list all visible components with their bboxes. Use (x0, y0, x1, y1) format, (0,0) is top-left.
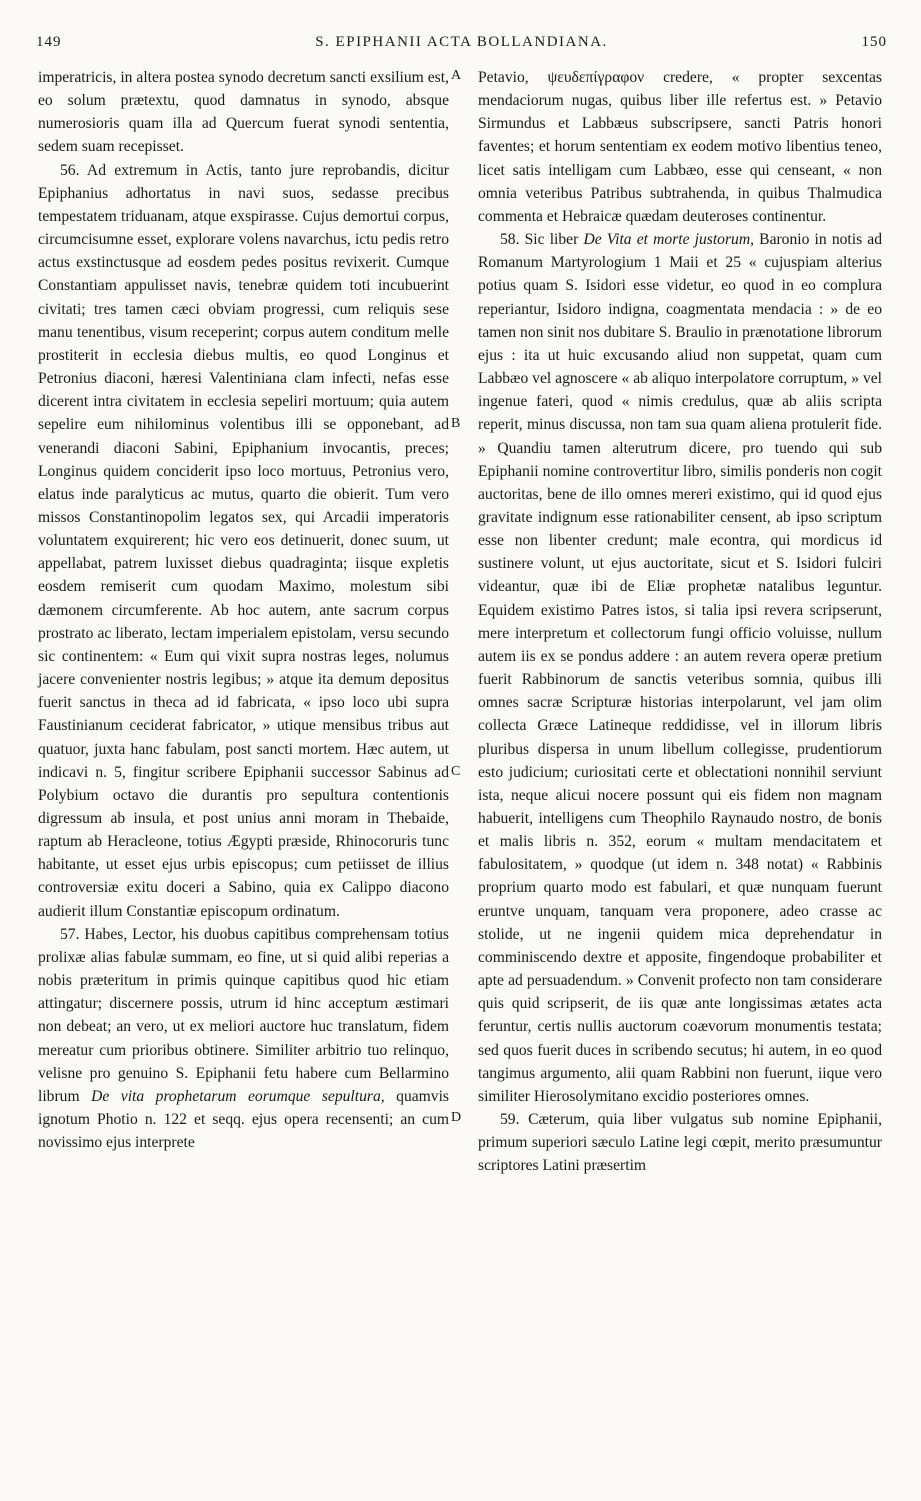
paragraph-59: 59. Cæterum, quia liber vulgatus sub nomine Epiphanii, primum superiori sæculo Latine legi cœpit, merito præsumuntur scriptores Latini præsertim (478, 1111, 882, 1175)
paragraph-58 (478, 228, 882, 1108)
page-number-right: 150 (861, 34, 887, 50)
running-title: S. EPIPHANII ACTA BOLLANDIANA. (315, 34, 608, 50)
page-header (36, 34, 887, 58)
paragraph-56: 56. Ad extremum in Actis, tanto jure reprobandis, dicitur Epiphanius adhortatus in navi suos, sedasse precibus tempestatem triduanam, atque exspirasse. Cujus demortui corpus, circumcisumne esset, explorare volens navarchus, ictu pedis retro actus exstinctusque ad eosdem pedes positus revixerit. Cumque Constantiam appulisset navis, tenebræ quidem toti incubuerint civitati; tres tamen cæci obviam progressi, cum reliquis sese manu tenentibus, visum receperint; corpus autem conditum melle prostiterit in ecclesia diebus multis, eo quod Longinus et Petronius diaconi, hæresi Valentiniana clam infecti, nefas esse dicerent intra civitatem in ecclesia sepeliri mortuum; quia autem sepelire eum nihilominus volentibus illi se opponebant, ad venerandi diaconi Sabini, Epiphanium invocantis, preces; Longinus quidem conciderit ipso loco mortuus, Petronius vero, elatus inde paralyticus ac mutus, quarto die obierit. Tum vero missos Constantinopolim legatos sex, qui Arcadii imperatoris voluntatem exquirerent; hic vero eos detinuerit, donec suum, ut appellabat, patrem luxisset diebus quadraginta; iisque expletis eosdem remiserit cum quodam Maximo, molestum sibi dæmonem circumferente. Ab hoc autem, ante sacrum corpus prostrato ac liberato, lectam imperialem epistolam, versu secundo sic continentem: « Eum qui vixit supra nostras leges, nolumus jacere convenienter nostris legibus; » atque ita demum depositus fuerit sanctus in theca ad id fabricata, « ipso loco ubi supra Faustinianum ceciderat fabricator, » utique mensibus tribus aut quatuor, juxta hanc fabulam, post sancti mortem. Hæc autem, ut indicavi n. 5, fingitur scribere Epiphanii successor Sabinus ad Polybium octavo die durantis pro sepultura contentionis digressum ab insula, et post unius anni moram in Thebaide, raptum ab Heracleone, totius Ægypti præside, Rhinocoruris tunc habitante, ut esset ejus urbis episcopus; cum petiisset de illius controversiæ exitu doceri a Sabino, quia ex Calippo diacono audierit illum Constantiæ episcopum ordinatum. (38, 161, 449, 920)
margin-letter-a: A (451, 68, 462, 83)
paragraph-58-text-b: Baronio in notis ad Romanum Martyrologium 1 Maii et 25 « cujuspiam alterius potius quam S. Isidori esse videtur, eo quod in eo complura reperiantur, Isidoro indigna, coagmentata mendacia : » de eo tamen non sinit nos dubitare S. Braulio in prænotatione librorum ejus : ita ut huic excusando aliud non suppetat, quam cum Labbæo vel agnoscere « ab aliquo interpolatore corruptum, » vel ingenue fateri, quod « nimis credulus, quæ ab aliis scripta reperit, minus discussa, non tam sua quam aliena protulerit fide. » Quandiu tamen alterutrum dicere, pro tuendo qui sub Epiphanii nomine controvertitur libro, similis ponderis non cogit auctoritas, bene de illo omnes mereri existimo, qui id quod ejus gravitate indignum esse rationabiliter censent, ab ipso scriptum esse non libenter credunt; male econtra, qui mordicus id sustinere volunt, ut ejus auctoritate, sicut et S. Isidori fulciri videantur, quæ ibi de Eliæ prophetæ natalibus leguntur. Equidem existimo Patres istos, si talia ipsi revera scripserunt, mere interpretum et collectorum fungi officio voluisse, nullum autem iis ex se pondus addere : an autem revera operæ pretium fuerit Rabbinorum de sanctis veteribus somnia, quibus illi omnes sacræ Scripturæ historias interpolarunt, vel jam olim collecta Græce Latineque reddidisse, vel in illorum libris pluribus dispersa in unum libellum collegisse, prudentiorum esto judicium; curiositati certe et oblectationi nonnihil serviunt ista, neque alicui nocere possunt qui eis fidem non magnam habuerit, intelligens cum Theophilo Raynaudo nostro, de bonis et malis libris n. 352, eorum « multam mendacitatem et fabulositatem, » quodque (ut idem n. 348 notat) « Rabbinis proprium quarto modo est fabulari, et quæ nunquam fuerunt eruntve unquam, tanquam vera proponere, adeo crasse ac stolide, ut ne ingenii quidem mica deprehendatur in comminiscendo dextre et apposite, fingendoque probabiliter et apte ad persuadendum. » Convenit profecto non tam considerare quis quid scripserit, de iis quæ ante longissimas ætates acta feruntur, certis nullis auctorum coævorum monumentis testata; sed quos fuerit duces in scribendo secutus; hi autem, in eo quod tangimus argumento, alii quam Rabbini non fuerunt, iique vero similiter Hierosolymitano excidio posteriores omnes. (478, 231, 883, 1105)
paragraph-continuation: imperatricis, in altera postea synodo decretum sancti exsilium est, eo solum prætextu, quod damnatus in synodo, absque numerosioris quam illa ad Quercum fuerat synodi sententia, sedem suam recepisset. (38, 69, 449, 156)
margin-letter-b: B (451, 416, 461, 431)
paragraph-57-text-a: 57. Habes, Lector, his duobus capitibus comprehensam totius prolixæ alias fabulæ summam, eo fine, ut si quid alibi reperias a nobis præteritum in primis quinque capitibus quod hic etiam attingatur; discernere possis, utrum id hinc acceptum æstimari non debeat; an vero, ut ex meliori auctore huc translatum, fidem mereatur cum prioribus obtinere. Similiter arbitrio tuo relinquo, velisne pro genuino S. Epiphanii fetu habere cum Bellarmino librum (38, 925, 449, 1105)
paragraph-57-text-b: quamvis ignotum Photio n. 122 et seqq. ejus opera recensenti; an cum novissimo ejus interprete (38, 1087, 449, 1152)
paragraph-58-text-a: 58. Sic liber (500, 231, 579, 249)
book-title-de-vita-prophetarum: De vita prophetarum eorumque sepultura, (91, 1087, 385, 1105)
paragraph-continuation-right: Petavio, ψευδεπίγραφον credere, « propter sexcentas mendaciorum nugas, quibus liber ille refertus est. » Petavio Sirmundus et Labbæus subscripsere, sancti Patris honori faventes; et horum sententiam ex eodem motivo libentius teneo, licet satis intelligam cum Labbæo, esse qui censeant, « non omnia veteribus Patribus subtrahenda, in quibus Thalmudica commenta et Hebraicæ quædam deuteroses continentur. (478, 69, 882, 225)
book-title-de-vita-et-morte: De Vita et morte justorum, (583, 231, 755, 249)
paragraph-57 (38, 923, 449, 1155)
margin-letter-d: D (451, 1110, 462, 1125)
margin-letter-c: C (451, 764, 461, 779)
left-column (38, 66, 449, 1154)
right-column (478, 66, 882, 1178)
page-number-left: 149 (36, 34, 62, 50)
